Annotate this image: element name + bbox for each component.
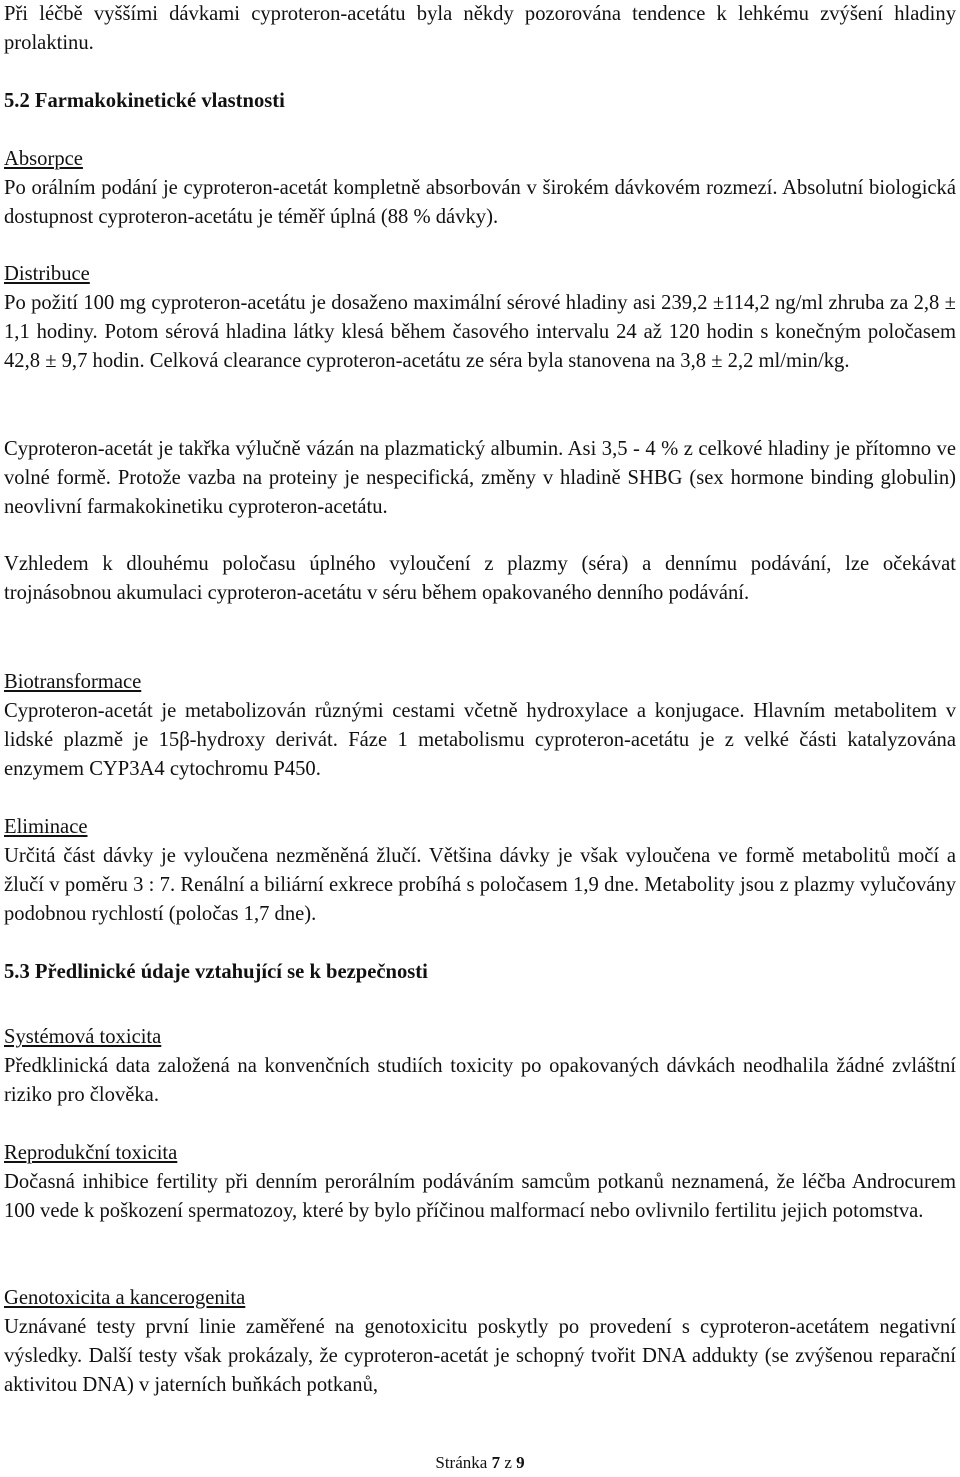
page-current: 7 (491, 1453, 501, 1472)
paragraph-prolactin: Při léčbě vyššími dávkami cyproteron-acetátu byla někdy pozorována tendence k lehkému zvýšení hladiny prolaktinu. (4, 3, 956, 54)
paragraph-eliminace: Určitá část dávky je vyloučena nezměněná žlučí. Většina dávky je však vyloučena ve formě metabolitů močí a žlučí v poměru 3 : 7. Renální a biliární exkrece probíhá s poločasem 1,9 dne. Metabolity jsou z plazmy vylučovány podobnou rychlostí (poločas 1,7 dne). (4, 845, 956, 925)
subheading-distribuce: Distribuce (4, 263, 90, 285)
page-total: 9 (516, 1453, 525, 1472)
paragraph-akumulace: Vzhledem k dlouhému poločasu úplného vyloučení z plazmy (séra) a dennímu podávání, lze očekávat trojnásobnou akumulaci cyproteron-acetátu v séru během opakovaného denního podávání. (4, 553, 956, 604)
paragraph-biotransformace: Cyproteron-acetát je metabolizován různými cestami včetně hydroxylace a konjugace. Hlavním metabolitem v lidské plazmě je 15β-hydroxy derivát. Fáze 1 metabolismu cyproteron-acetátu je z velké části katalyzována enzymem CYP3A4 cytochromu P450. (4, 700, 956, 780)
paragraph-genotoxicita: Uznávané testy první linie zaměřené na genotoxicitu poskytly po provedení s cyproteron-acetátem negativní výsledky. Další testy však prokázaly, že cyproteron-acetát je schopný tvořit DNA addukty (se zvýšenou reparační aktivitou DNA) v jaterních buňkách potkanů, (4, 1316, 956, 1396)
paragraph-absorpce: Po orálním podání je cyproteron-acetát kompletně absorbován v širokém dávkovém rozmezí. Absolutní biologická dostupnost cyproteron-acetátu je téměř úplná (88 % dávky). (4, 177, 956, 228)
page-separator: z (504, 1453, 512, 1472)
subheading-systemova-toxicita: Systémová toxicita (4, 1026, 162, 1048)
paragraph-systemova-toxicita: Předklinická data založená na konvenčních studiích toxicity po opakovaných dávkách neodhalila žádné zvláštní riziko pro člověka. (4, 1055, 956, 1106)
page-footer (0, 1452, 960, 1474)
subheading-reprodukcni-toxicita: Reprodukční toxicita (4, 1142, 178, 1164)
section-heading-5-3: 5.3 Předlinické údaje vztahující se k bezpečnosti (4, 961, 428, 983)
paragraph-distribuce: Po požití 100 mg cyproteron-acetátu je dosaženo maximální sérové hladiny asi 239,2 ±114,2 ng/ml zhruba za 2,8 ± 1,1 hodiny. Potom sérová hladina látky klesá během časového intervalu 24 až 120 hodin s konečným poločasem 42,8 ± 9,7 hodin. Celková clearance cyproteron-acetátu ze séra byla stanovena na 3,8 ± 2,2 ml/min/kg. (4, 292, 956, 372)
paragraph-albumin: Cyproteron-acetát je takřka výlučně vázán na plazmatický albumin. Asi 3,5 - 4 % z celkové hladiny je přítomno ve volné formě. Protože vazba na proteiny je nespecifická, změny v hladině SHBG (sex hormone binding globulin) neovlivní farmakokinetiku cyproteron-acetátu. (4, 438, 956, 518)
subheading-genotoxicita: Genotoxicita a kancerogenita (4, 1287, 246, 1309)
subheading-absorpce: Absorpce (4, 148, 83, 170)
section-heading-5-2: 5.2 Farmakokinetické vlastnosti (4, 90, 285, 112)
subheading-biotransformace: Biotransformace (4, 671, 142, 693)
paragraph-reprodukcni-toxicita: Dočasná inhibice fertility při denním perorálním podáváním samcům potkanů neznamená, že léčba Androcurem 100 vede k poškození spermatozoy, které by bylo příčinou malformací nebo ovlivnilo fertilitu jejich potomstva. (4, 1171, 956, 1222)
page-label: Stránka (435, 1453, 488, 1472)
subheading-eliminace: Eliminace (4, 816, 88, 838)
